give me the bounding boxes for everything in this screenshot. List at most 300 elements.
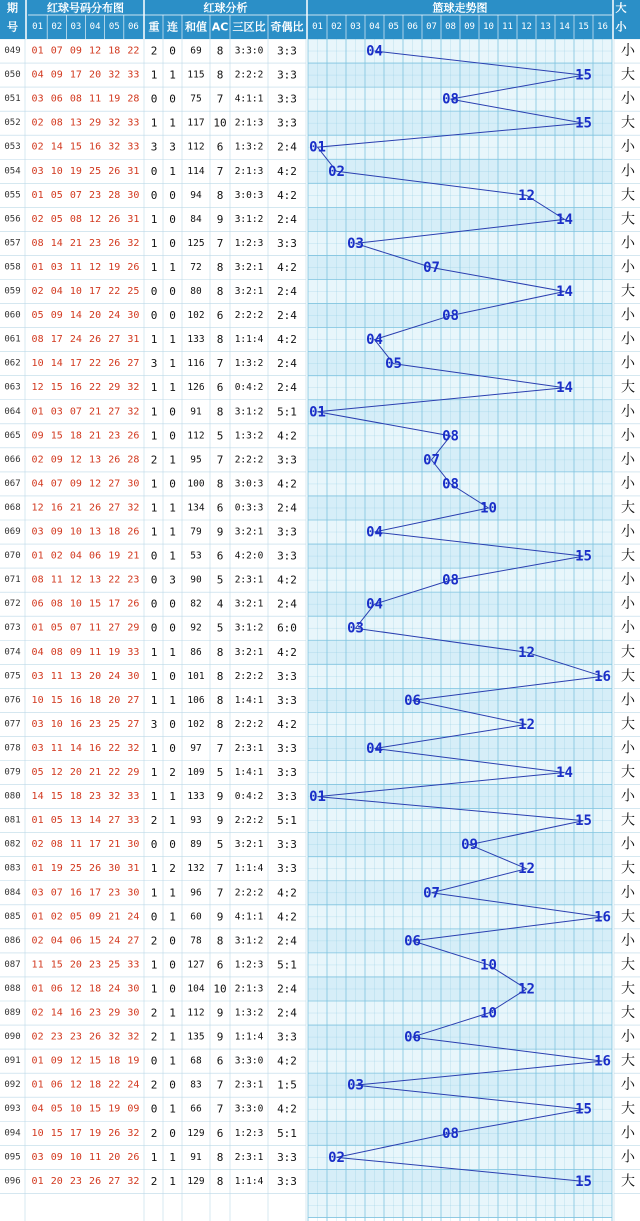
zone-ratio: 2:2:2 xyxy=(234,670,264,682)
odd-even-ratio: 4:2 xyxy=(277,886,297,900)
size-label: 大 xyxy=(621,211,635,228)
zone-ratio: 1:3:2 xyxy=(234,358,264,370)
red-ball-number: 02 xyxy=(31,1031,44,1043)
consecutive-count: 0 xyxy=(169,44,176,58)
red-ball-number: 05 xyxy=(50,622,63,634)
ac-value: 7 xyxy=(216,1078,224,1092)
zone-ratio: 2:1:3 xyxy=(234,165,264,177)
red-ball-number: 31 xyxy=(127,165,140,177)
red-ball-number: 33 xyxy=(127,69,140,81)
red-ball-number: 20 xyxy=(69,767,82,779)
red-ball-number: 12 xyxy=(69,1055,82,1067)
ac-value: 8 xyxy=(216,477,224,491)
red-ball-number: 23 xyxy=(108,887,121,899)
red-ball-number: 16 xyxy=(69,718,82,730)
odd-even-ratio: 3:3 xyxy=(277,669,297,683)
ac-value: 8 xyxy=(216,260,224,274)
odd-even-ratio: 4:2 xyxy=(277,645,297,659)
zone-ratio: 2:2:2 xyxy=(234,310,264,322)
repeat-count: 1 xyxy=(150,741,158,755)
repeat-count: 0 xyxy=(150,1102,158,1116)
consecutive-count: 0 xyxy=(169,934,176,948)
red-ball-number: 01 xyxy=(31,406,44,418)
red-ball-number: 23 xyxy=(50,1031,63,1043)
consecutive-count: 1 xyxy=(169,260,176,274)
red-ball-number: 15 xyxy=(50,430,63,442)
red-ball-number: 14 xyxy=(50,1007,63,1019)
issue-number: 083 xyxy=(4,863,21,874)
red-ball-number: 11 xyxy=(31,959,44,971)
red-ball-number: 06 xyxy=(69,935,82,947)
red-ball-number: 15 xyxy=(89,1055,102,1067)
zone-ratio: 3:0:3 xyxy=(234,189,264,201)
red-ball-number: 24 xyxy=(127,911,140,923)
odd-even-ratio: 3:3 xyxy=(277,236,297,250)
red-ball-number: 02 xyxy=(50,911,63,923)
red-ball-number: 13 xyxy=(89,574,102,586)
red-ball-number: 22 xyxy=(108,742,121,754)
issue-number: 053 xyxy=(4,142,21,153)
red-ball-number: 12 xyxy=(89,261,102,273)
size-label: 大 xyxy=(621,379,635,396)
sum-value: 84 xyxy=(190,213,202,225)
ac-value: 8 xyxy=(216,934,224,948)
size-label: 大 xyxy=(621,67,635,84)
header-blue-col-08: 08 xyxy=(445,22,456,32)
repeat-count: 1 xyxy=(150,501,158,515)
repeat-count: 2 xyxy=(150,1030,158,1044)
blue-ball-marker: 15 xyxy=(575,115,592,132)
red-ball-number: 10 xyxy=(50,165,63,177)
red-ball-number: 12 xyxy=(89,478,102,490)
red-ball-number: 26 xyxy=(127,598,140,610)
blue-ball-marker: 04 xyxy=(366,596,383,613)
red-ball-number: 01 xyxy=(31,1055,44,1067)
red-ball-number: 01 xyxy=(31,863,44,875)
odd-even-ratio: 3:3 xyxy=(277,44,297,58)
red-ball-number: 26 xyxy=(127,526,140,538)
ac-value: 6 xyxy=(216,309,224,323)
issue-number: 081 xyxy=(4,815,21,826)
red-ball-number: 32 xyxy=(127,1175,140,1187)
consecutive-count: 0 xyxy=(169,188,176,202)
issue-number: 076 xyxy=(4,695,21,706)
header-analysis-col-1: 连 xyxy=(167,20,178,34)
zone-ratio: 4:1:1 xyxy=(234,911,264,923)
red-ball-number: 33 xyxy=(127,791,140,803)
issue-number: 058 xyxy=(4,262,21,273)
red-ball-number: 02 xyxy=(31,1007,44,1019)
red-ball-number: 31 xyxy=(127,334,140,346)
issue-number: 067 xyxy=(4,478,21,489)
red-ball-number: 14 xyxy=(50,237,63,249)
size-label: 小 xyxy=(621,163,635,180)
red-ball-number: 21 xyxy=(127,550,140,562)
odd-even-ratio: 3:3 xyxy=(277,525,297,539)
header-size-top: 大 xyxy=(615,1,627,15)
ac-value: 6 xyxy=(216,140,224,154)
sum-value: 91 xyxy=(190,1151,202,1163)
red-ball-number: 28 xyxy=(127,454,140,466)
red-ball-number: 08 xyxy=(31,237,44,249)
red-ball-number: 27 xyxy=(108,478,121,490)
odd-even-ratio: 4:2 xyxy=(277,1102,297,1116)
ac-value: 7 xyxy=(216,453,224,467)
red-ball-number: 01 xyxy=(31,189,44,201)
blue-ball-marker: 04 xyxy=(366,524,383,541)
red-ball-number: 02 xyxy=(31,141,44,153)
red-ball-number: 03 xyxy=(31,718,44,730)
repeat-count: 0 xyxy=(150,92,158,106)
red-ball-number: 20 xyxy=(69,959,82,971)
header-blue-col-11: 11 xyxy=(502,22,513,32)
sum-value: 69 xyxy=(190,45,202,57)
repeat-count: 1 xyxy=(150,260,158,274)
repeat-count: 3 xyxy=(150,140,158,154)
header-blue-col-01: 01 xyxy=(312,22,323,32)
red-ball-number: 13 xyxy=(69,117,82,129)
red-ball-number: 23 xyxy=(69,1175,82,1187)
zone-ratio: 1:2:3 xyxy=(234,237,264,249)
consecutive-count: 1 xyxy=(169,1054,176,1068)
odd-even-ratio: 4:2 xyxy=(277,573,297,587)
red-ball-number: 19 xyxy=(108,646,121,658)
repeat-count: 2 xyxy=(150,44,158,58)
repeat-count: 2 xyxy=(150,453,158,467)
red-ball-number: 27 xyxy=(108,815,121,827)
issue-number: 055 xyxy=(4,190,21,201)
blue-ball-marker: 14 xyxy=(556,211,573,228)
blue-ball-marker: 08 xyxy=(442,572,459,589)
header-blue-col-09: 09 xyxy=(464,22,475,32)
red-ball-number: 05 xyxy=(69,911,82,923)
red-ball-number: 33 xyxy=(127,141,140,153)
header-blue-col-14: 14 xyxy=(559,22,570,32)
consecutive-count: 0 xyxy=(169,1126,176,1140)
sum-value: 91 xyxy=(190,406,202,418)
red-ball-number: 32 xyxy=(127,237,140,249)
zone-ratio: 2:1:3 xyxy=(234,983,264,995)
issue-number: 054 xyxy=(4,166,21,177)
header-blue-col-02: 02 xyxy=(331,22,342,32)
red-ball-number: 21 xyxy=(89,430,102,442)
consecutive-count: 0 xyxy=(169,285,176,299)
sum-value: 96 xyxy=(190,887,202,899)
sum-value: 102 xyxy=(187,310,205,322)
size-label: 小 xyxy=(621,307,635,324)
consecutive-count: 1 xyxy=(169,645,176,659)
red-ball-number: 21 xyxy=(108,839,121,851)
red-ball-number: 27 xyxy=(108,622,121,634)
red-ball-number: 15 xyxy=(50,694,63,706)
size-label: 大 xyxy=(621,1173,635,1190)
red-ball-number: 20 xyxy=(108,1151,121,1163)
red-ball-number: 20 xyxy=(89,69,102,81)
red-ball-number: 30 xyxy=(127,839,140,851)
sum-value: 95 xyxy=(190,454,202,466)
red-ball-number: 15 xyxy=(50,791,63,803)
blue-ball-marker: 03 xyxy=(347,235,364,252)
issue-number: 086 xyxy=(4,935,21,946)
repeat-count: 1 xyxy=(150,477,158,491)
red-ball-number: 01 xyxy=(31,45,44,57)
red-ball-number: 09 xyxy=(50,310,63,322)
red-ball-number: 12 xyxy=(31,502,44,514)
sum-value: 82 xyxy=(190,598,202,610)
zone-ratio: 2:2:2 xyxy=(234,69,264,81)
ac-value: 8 xyxy=(216,285,224,299)
red-ball-number: 15 xyxy=(50,959,63,971)
consecutive-count: 2 xyxy=(169,862,176,876)
red-ball-number: 31 xyxy=(127,213,140,225)
issue-number: 051 xyxy=(4,94,21,105)
red-ball-number: 21 xyxy=(69,237,82,249)
red-ball-number: 30 xyxy=(127,670,140,682)
red-ball-number: 23 xyxy=(69,1031,82,1043)
zone-ratio: 2:1:3 xyxy=(234,117,264,129)
blue-ball-marker: 09 xyxy=(461,837,478,854)
issue-number: 071 xyxy=(4,575,21,586)
zone-ratio: 2:2:2 xyxy=(234,454,264,466)
red-ball-number: 11 xyxy=(69,839,82,851)
red-ball-number: 15 xyxy=(50,382,63,394)
issue-number: 060 xyxy=(4,310,21,321)
red-ball-number: 03 xyxy=(31,670,44,682)
header-blue-col-05: 05 xyxy=(388,22,399,32)
odd-even-ratio: 4:2 xyxy=(277,260,297,274)
ac-value: 8 xyxy=(216,645,224,659)
red-ball-number: 28 xyxy=(108,189,121,201)
red-ball-number: 25 xyxy=(108,718,121,730)
red-ball-number: 13 xyxy=(89,454,102,466)
sum-value: 114 xyxy=(187,165,205,177)
zone-ratio: 3:2:1 xyxy=(234,646,264,658)
red-ball-number: 06 xyxy=(50,93,63,105)
consecutive-count: 0 xyxy=(169,236,176,250)
repeat-count: 2 xyxy=(150,1126,158,1140)
size-label: 大 xyxy=(621,812,635,829)
zone-ratio: 1:1:4 xyxy=(234,1175,264,1187)
odd-even-ratio: 3:3 xyxy=(277,68,297,82)
issue-number: 080 xyxy=(4,791,21,802)
consecutive-count: 1 xyxy=(169,1030,176,1044)
header-analysis-col-0: 重 xyxy=(148,20,160,34)
blue-ball-marker: 01 xyxy=(309,789,326,806)
red-ball-number: 09 xyxy=(127,1103,140,1115)
blue-ball-marker: 06 xyxy=(404,1029,421,1046)
red-ball-number: 11 xyxy=(89,1151,102,1163)
ac-value: 7 xyxy=(216,1102,224,1116)
ac-value: 7 xyxy=(216,357,224,371)
zone-ratio: 3:1:2 xyxy=(234,935,264,947)
odd-even-ratio: 4:2 xyxy=(277,477,297,491)
ac-value: 7 xyxy=(216,92,224,106)
zone-ratio: 2:2:2 xyxy=(234,887,264,899)
size-label: 小 xyxy=(621,1149,635,1166)
header-blue-col-13: 13 xyxy=(540,22,551,32)
red-ball-number: 32 xyxy=(108,791,121,803)
blue-ball-marker: 10 xyxy=(480,957,497,974)
blue-ball-marker: 08 xyxy=(442,428,459,445)
zone-ratio: 0:3:3 xyxy=(234,502,264,514)
red-ball-number: 30 xyxy=(127,310,140,322)
red-ball-number: 09 xyxy=(69,646,82,658)
zone-ratio: 3:3:0 xyxy=(234,1055,264,1067)
header-blue-col-12: 12 xyxy=(521,22,532,32)
size-label: 小 xyxy=(621,620,635,637)
ac-value: 9 xyxy=(216,790,224,804)
odd-even-ratio: 2:4 xyxy=(277,982,297,996)
red-ball-number: 10 xyxy=(31,1127,44,1139)
consecutive-count: 1 xyxy=(169,886,176,900)
consecutive-count: 0 xyxy=(169,1078,176,1092)
red-ball-number: 10 xyxy=(69,1151,82,1163)
consecutive-count: 1 xyxy=(169,1150,176,1164)
red-ball-number: 12 xyxy=(89,213,102,225)
red-ball-number: 08 xyxy=(31,334,44,346)
zone-ratio: 2:3:1 xyxy=(234,1151,264,1163)
red-ball-number: 24 xyxy=(108,935,121,947)
size-label: 小 xyxy=(621,43,635,60)
consecutive-count: 1 xyxy=(169,164,176,178)
blue-ball-marker: 15 xyxy=(575,813,592,830)
red-ball-number: 12 xyxy=(31,382,44,394)
size-label: 小 xyxy=(621,403,635,420)
size-label: 大 xyxy=(621,860,635,877)
issue-number: 072 xyxy=(4,599,21,610)
issue-number: 074 xyxy=(4,647,21,658)
issue-number: 065 xyxy=(4,430,21,441)
repeat-count: 0 xyxy=(150,164,158,178)
red-ball-number: 01 xyxy=(31,983,44,995)
sum-value: 93 xyxy=(190,815,202,827)
red-ball-number: 22 xyxy=(108,574,121,586)
consecutive-count: 1 xyxy=(169,68,176,82)
sum-value: 125 xyxy=(187,237,205,249)
red-ball-number: 16 xyxy=(69,887,82,899)
odd-even-ratio: 2:4 xyxy=(277,501,297,515)
red-ball-number: 29 xyxy=(108,382,121,394)
red-ball-number: 15 xyxy=(50,1127,63,1139)
consecutive-count: 0 xyxy=(169,982,176,996)
consecutive-count: 0 xyxy=(169,92,176,106)
zone-ratio: 3:2:1 xyxy=(234,286,264,298)
issue-number: 087 xyxy=(4,959,21,970)
issue-number: 089 xyxy=(4,1008,21,1019)
blue-ball-marker: 15 xyxy=(575,1173,592,1190)
size-label: 小 xyxy=(621,884,635,901)
odd-even-ratio: 5:1 xyxy=(277,814,297,828)
red-ball-number: 06 xyxy=(50,1079,63,1091)
consecutive-count: 0 xyxy=(169,741,176,755)
blue-ball-marker: 10 xyxy=(480,1005,497,1022)
red-ball-number: 25 xyxy=(69,863,82,875)
red-ball-number: 10 xyxy=(69,526,82,538)
red-ball-number: 09 xyxy=(31,430,44,442)
sum-value: 129 xyxy=(187,1127,205,1139)
red-ball-number: 18 xyxy=(108,1055,121,1067)
red-ball-number: 18 xyxy=(89,1079,102,1091)
repeat-count: 1 xyxy=(150,68,158,82)
issue-number: 077 xyxy=(4,719,21,730)
red-ball-number: 11 xyxy=(89,93,102,105)
ac-value: 8 xyxy=(216,405,224,419)
red-ball-number: 30 xyxy=(127,1007,140,1019)
odd-even-ratio: 4:2 xyxy=(277,333,297,347)
blue-ball-marker: 16 xyxy=(594,1053,611,1070)
red-ball-number: 09 xyxy=(50,1055,63,1067)
red-ball-number: 02 xyxy=(31,454,44,466)
red-ball-number: 13 xyxy=(69,670,82,682)
red-ball-number: 04 xyxy=(31,69,44,81)
header-red-col-04: 04 xyxy=(89,22,101,32)
sum-value: 75 xyxy=(190,93,202,105)
header-red-col-01: 01 xyxy=(32,22,44,32)
consecutive-count: 0 xyxy=(169,958,176,972)
red-ball-number: 17 xyxy=(69,69,82,81)
red-ball-number: 04 xyxy=(50,286,63,298)
zone-ratio: 3:2:1 xyxy=(234,526,264,538)
sum-value: 106 xyxy=(187,694,205,706)
red-ball-number: 04 xyxy=(31,1103,44,1115)
consecutive-count: 1 xyxy=(169,453,176,467)
red-ball-number: 19 xyxy=(50,863,63,875)
red-ball-number: 02 xyxy=(50,550,63,562)
blue-ball-marker: 12 xyxy=(518,644,535,661)
blue-ball-marker: 16 xyxy=(594,668,611,685)
red-ball-number: 21 xyxy=(89,767,102,779)
repeat-count: 1 xyxy=(150,236,158,250)
size-label: 小 xyxy=(621,235,635,252)
issue-number: 070 xyxy=(4,551,21,562)
red-ball-number: 32 xyxy=(127,502,140,514)
sum-value: 97 xyxy=(190,742,202,754)
repeat-count: 1 xyxy=(150,790,158,804)
repeat-count: 0 xyxy=(150,188,158,202)
red-ball-number: 32 xyxy=(127,1031,140,1043)
odd-even-ratio: 3:3 xyxy=(277,1174,297,1188)
consecutive-count: 2 xyxy=(169,766,176,780)
consecutive-count: 1 xyxy=(169,1102,176,1116)
repeat-count: 2 xyxy=(150,934,158,948)
red-ball-number: 30 xyxy=(108,863,121,875)
issue-number: 091 xyxy=(4,1056,21,1067)
red-ball-number: 07 xyxy=(69,406,82,418)
odd-even-ratio: 2:4 xyxy=(277,140,297,154)
header-analysis-col-2: 和值 xyxy=(185,20,207,34)
red-ball-number: 26 xyxy=(89,334,102,346)
red-ball-number: 26 xyxy=(127,1151,140,1163)
red-ball-number: 03 xyxy=(31,1151,44,1163)
sum-value: 92 xyxy=(190,622,202,634)
issue-number: 068 xyxy=(4,502,21,513)
issue-number: 082 xyxy=(4,839,21,850)
red-ball-number: 19 xyxy=(127,1055,140,1067)
blue-ball-marker: 06 xyxy=(404,933,421,950)
red-ball-number: 27 xyxy=(127,718,140,730)
red-ball-number: 13 xyxy=(69,815,82,827)
red-ball-number: 08 xyxy=(69,213,82,225)
red-ball-number: 03 xyxy=(31,165,44,177)
red-ball-number: 09 xyxy=(50,454,63,466)
red-ball-number: 03 xyxy=(50,406,63,418)
consecutive-count: 0 xyxy=(169,477,176,491)
consecutive-count: 0 xyxy=(169,838,176,852)
odd-even-ratio: 3:3 xyxy=(277,741,297,755)
red-ball-number: 16 xyxy=(69,1007,82,1019)
blue-ball-marker: 04 xyxy=(366,332,383,349)
repeat-count: 1 xyxy=(150,1150,158,1164)
